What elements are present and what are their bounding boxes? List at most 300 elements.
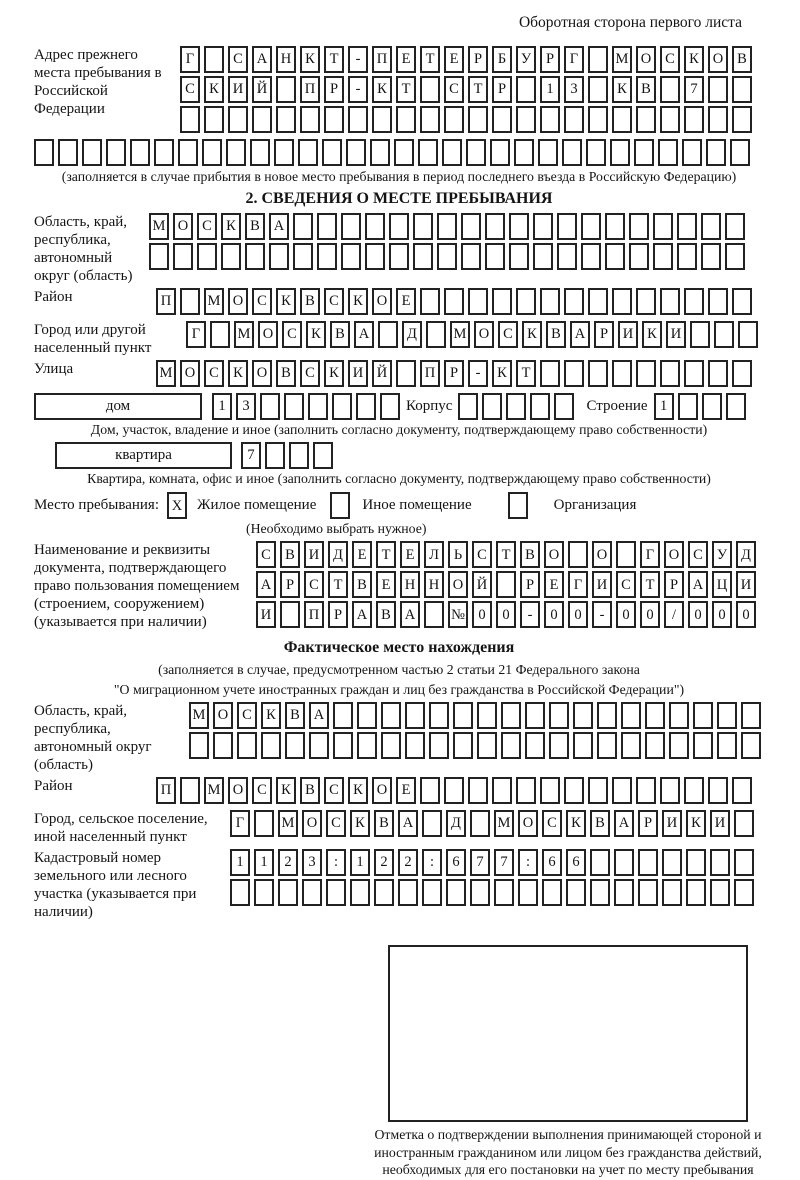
char-box: 1 bbox=[350, 849, 370, 876]
char-box bbox=[492, 106, 512, 133]
char-box bbox=[714, 321, 734, 348]
char-box: О bbox=[228, 288, 248, 315]
house-type-box: дом bbox=[34, 393, 202, 420]
char-box: С bbox=[304, 571, 324, 598]
field-apartment bbox=[34, 442, 764, 469]
char-box bbox=[221, 243, 241, 270]
char-box: С bbox=[688, 541, 708, 568]
char-box bbox=[226, 139, 246, 166]
actual-district-label: Район bbox=[34, 778, 73, 795]
char-box bbox=[708, 777, 728, 804]
char-box bbox=[154, 139, 174, 166]
char-box: Т bbox=[516, 360, 536, 387]
char-box bbox=[213, 732, 233, 759]
char-box bbox=[492, 777, 512, 804]
char-row-house bbox=[212, 393, 404, 420]
document-label: Наименование и реквизиты документа, подтверждающего право пользования помещением (строением, сооружением) (указывается при наличии) bbox=[34, 542, 240, 631]
char-box: С bbox=[326, 810, 346, 837]
char-box: О bbox=[372, 777, 392, 804]
char-box bbox=[564, 106, 584, 133]
char-box: С bbox=[616, 571, 636, 598]
char-box bbox=[653, 243, 673, 270]
char-box bbox=[734, 849, 754, 876]
char-row-document-1 bbox=[256, 541, 760, 568]
char-box: И bbox=[304, 541, 324, 568]
char-box: Й bbox=[472, 571, 492, 598]
city-label: Город или другой населенный пункт bbox=[34, 321, 152, 356]
char-box: А bbox=[400, 601, 420, 628]
char-box bbox=[509, 243, 529, 270]
char-box: 0 bbox=[712, 601, 732, 628]
char-box: Г bbox=[640, 541, 660, 568]
char-box: 0 bbox=[688, 601, 708, 628]
char-box: К bbox=[324, 360, 344, 387]
stay-type-option-other: Иное помещение bbox=[362, 497, 472, 514]
char-box bbox=[372, 106, 392, 133]
char-box bbox=[516, 106, 536, 133]
char-box bbox=[189, 732, 209, 759]
char-box: И bbox=[666, 321, 686, 348]
char-box: Г bbox=[180, 46, 200, 73]
char-box: Т bbox=[324, 46, 344, 73]
char-row-region-1 bbox=[149, 213, 749, 240]
char-box: О bbox=[708, 46, 728, 73]
char-box bbox=[149, 243, 169, 270]
char-box bbox=[293, 243, 313, 270]
char-box bbox=[365, 243, 385, 270]
char-box: О bbox=[180, 360, 200, 387]
char-box: Г bbox=[568, 571, 588, 598]
char-box: Н bbox=[400, 571, 420, 598]
char-box: Е bbox=[444, 46, 464, 73]
char-box bbox=[708, 76, 728, 103]
char-box: К bbox=[348, 777, 368, 804]
char-box: О bbox=[518, 810, 538, 837]
char-box bbox=[252, 106, 272, 133]
char-row-apartment bbox=[241, 442, 337, 469]
char-box bbox=[549, 732, 569, 759]
char-box bbox=[413, 213, 433, 240]
char-box bbox=[586, 139, 606, 166]
char-row-street bbox=[156, 360, 756, 387]
char-box bbox=[638, 879, 658, 906]
char-box: П bbox=[372, 46, 392, 73]
char-box bbox=[82, 139, 102, 166]
char-box bbox=[394, 139, 414, 166]
char-box bbox=[597, 702, 617, 729]
char-box bbox=[429, 702, 449, 729]
char-box: / bbox=[664, 601, 684, 628]
char-box bbox=[612, 360, 632, 387]
stay-type-checkbox-residential bbox=[167, 492, 191, 519]
char-box bbox=[701, 213, 721, 240]
char-box: В bbox=[374, 810, 394, 837]
char-box bbox=[573, 732, 593, 759]
char-box bbox=[588, 76, 608, 103]
stay-type-checkbox-other bbox=[330, 492, 354, 519]
char-box bbox=[269, 243, 289, 270]
char-box: М bbox=[234, 321, 254, 348]
char-box bbox=[660, 288, 680, 315]
char-box: 3 bbox=[302, 849, 322, 876]
char-box bbox=[365, 213, 385, 240]
char-box: К bbox=[300, 46, 320, 73]
char-row-actual-city bbox=[230, 810, 758, 837]
char-box bbox=[492, 288, 512, 315]
char-row-prev-address-3 bbox=[180, 106, 756, 133]
char-box bbox=[477, 732, 497, 759]
char-box bbox=[357, 702, 377, 729]
char-box: 0 bbox=[472, 601, 492, 628]
char-box: Е bbox=[352, 541, 372, 568]
char-box: В bbox=[732, 46, 752, 73]
char-box bbox=[370, 139, 390, 166]
char-box: М bbox=[494, 810, 514, 837]
char-box: М bbox=[189, 702, 209, 729]
char-box: М bbox=[149, 213, 169, 240]
char-box: И bbox=[736, 571, 756, 598]
char-box bbox=[730, 139, 750, 166]
char-box bbox=[293, 213, 313, 240]
char-box: А bbox=[398, 810, 418, 837]
char-box: О bbox=[252, 360, 272, 387]
char-box bbox=[389, 213, 409, 240]
char-box: В bbox=[285, 702, 305, 729]
char-box: А bbox=[354, 321, 374, 348]
char-box bbox=[732, 288, 752, 315]
char-box bbox=[669, 702, 689, 729]
stamp-section bbox=[372, 945, 764, 1179]
char-box bbox=[468, 288, 488, 315]
char-box: 2 bbox=[374, 849, 394, 876]
char-box: С bbox=[660, 46, 680, 73]
char-box bbox=[228, 106, 248, 133]
char-box: Е bbox=[400, 541, 420, 568]
char-box: И bbox=[592, 571, 612, 598]
char-box: 7 bbox=[470, 849, 490, 876]
char-box bbox=[461, 213, 481, 240]
char-box: В bbox=[590, 810, 610, 837]
char-box: Н bbox=[276, 46, 296, 73]
char-box: О bbox=[213, 702, 233, 729]
char-box bbox=[682, 139, 702, 166]
char-box bbox=[413, 243, 433, 270]
char-box bbox=[333, 702, 353, 729]
char-box: 1 bbox=[540, 76, 560, 103]
char-box bbox=[265, 442, 285, 469]
char-box: Р bbox=[520, 571, 540, 598]
char-box: 6 bbox=[542, 849, 562, 876]
char-box: В bbox=[636, 76, 656, 103]
char-box bbox=[581, 243, 601, 270]
char-box bbox=[237, 732, 257, 759]
house-note: Дом, участок, владение и иное (заполнить согласно документу, подтверждающему право собственности) bbox=[90, 421, 708, 437]
char-box: Р bbox=[638, 810, 658, 837]
actual-location-title: Фактическое место нахождения bbox=[283, 639, 515, 657]
char-box bbox=[422, 879, 442, 906]
char-box bbox=[710, 879, 730, 906]
char-box bbox=[444, 288, 464, 315]
char-box bbox=[381, 732, 401, 759]
char-box bbox=[276, 106, 296, 133]
char-box: О bbox=[173, 213, 193, 240]
char-box bbox=[726, 393, 746, 420]
char-box: К bbox=[684, 46, 704, 73]
char-box bbox=[653, 213, 673, 240]
char-box: О bbox=[664, 541, 684, 568]
char-box bbox=[308, 393, 328, 420]
char-box: М bbox=[450, 321, 470, 348]
char-box: С bbox=[180, 76, 200, 103]
char-box bbox=[677, 243, 697, 270]
char-box: И bbox=[228, 76, 248, 103]
cadastral-label: Кадастровый номер земельного или лесного участка (указывается при наличии) bbox=[34, 850, 197, 921]
char-box: С bbox=[282, 321, 302, 348]
char-box: В bbox=[245, 213, 265, 240]
char-box: К bbox=[612, 76, 632, 103]
char-box: Р bbox=[594, 321, 614, 348]
char-box: - bbox=[592, 601, 612, 628]
char-box bbox=[660, 106, 680, 133]
char-box bbox=[490, 139, 510, 166]
char-box bbox=[588, 46, 608, 73]
char-box bbox=[634, 139, 654, 166]
char-box: О bbox=[258, 321, 278, 348]
char-box bbox=[356, 393, 376, 420]
char-box: Г bbox=[564, 46, 584, 73]
char-box: Ц bbox=[712, 571, 732, 598]
field-city bbox=[34, 321, 764, 357]
char-row-actual-region-1 bbox=[189, 702, 765, 729]
field-region bbox=[34, 213, 764, 285]
char-box bbox=[629, 243, 649, 270]
char-box: К bbox=[276, 288, 296, 315]
char-box bbox=[636, 777, 656, 804]
char-box bbox=[254, 879, 274, 906]
char-box: А bbox=[309, 702, 329, 729]
char-row-actual-region-2 bbox=[189, 732, 765, 759]
char-box bbox=[284, 393, 304, 420]
char-box: - bbox=[348, 46, 368, 73]
char-box: М bbox=[204, 288, 224, 315]
char-box bbox=[717, 732, 737, 759]
page-header-note: Оборотная сторона первого листа bbox=[518, 14, 742, 31]
char-box: И bbox=[348, 360, 368, 387]
char-box: С bbox=[252, 777, 272, 804]
char-box bbox=[173, 243, 193, 270]
char-box: О bbox=[474, 321, 494, 348]
char-box bbox=[573, 702, 593, 729]
stroenie-label: Строение bbox=[586, 397, 648, 414]
char-box bbox=[514, 139, 534, 166]
char-box bbox=[540, 106, 560, 133]
district-label: Район bbox=[34, 288, 73, 305]
apartment-type-box: квартира bbox=[55, 442, 232, 469]
char-box bbox=[313, 442, 333, 469]
char-box: А bbox=[256, 571, 276, 598]
char-box bbox=[525, 702, 545, 729]
char-box: В bbox=[300, 777, 320, 804]
char-box bbox=[621, 702, 641, 729]
char-box: Е bbox=[376, 571, 396, 598]
char-box: О bbox=[636, 46, 656, 73]
char-box bbox=[741, 732, 761, 759]
char-box: О bbox=[448, 571, 468, 598]
char-box bbox=[588, 777, 608, 804]
char-box bbox=[470, 810, 490, 837]
char-box: А bbox=[269, 213, 289, 240]
char-box: Е bbox=[396, 777, 416, 804]
char-box bbox=[333, 732, 353, 759]
char-box bbox=[566, 879, 586, 906]
char-box bbox=[477, 702, 497, 729]
char-box bbox=[468, 106, 488, 133]
char-box bbox=[732, 106, 752, 133]
char-box bbox=[732, 76, 752, 103]
char-box: В bbox=[276, 360, 296, 387]
field-street bbox=[34, 360, 764, 390]
char-box: С bbox=[237, 702, 257, 729]
char-box bbox=[378, 321, 398, 348]
char-row-city bbox=[186, 321, 762, 348]
char-box bbox=[254, 810, 274, 837]
char-box: М bbox=[204, 777, 224, 804]
char-box bbox=[405, 732, 425, 759]
char-row-cadastral-2 bbox=[230, 879, 758, 906]
char-box bbox=[684, 106, 704, 133]
char-box bbox=[202, 139, 222, 166]
char-box bbox=[261, 732, 281, 759]
char-box bbox=[130, 139, 150, 166]
field-previous-address bbox=[34, 46, 764, 136]
char-box: М bbox=[612, 46, 632, 73]
char-box bbox=[557, 243, 577, 270]
char-box bbox=[437, 213, 457, 240]
char-box bbox=[348, 106, 368, 133]
char-box bbox=[197, 243, 217, 270]
char-box: К bbox=[276, 777, 296, 804]
char-box bbox=[612, 106, 632, 133]
char-box: Т bbox=[640, 571, 660, 598]
char-box bbox=[629, 213, 649, 240]
char-box bbox=[645, 702, 665, 729]
char-box bbox=[405, 702, 425, 729]
char-box: 3 bbox=[236, 393, 256, 420]
char-box bbox=[693, 702, 713, 729]
char-box bbox=[614, 849, 634, 876]
char-box bbox=[530, 393, 550, 420]
char-box: С bbox=[252, 288, 272, 315]
char-box bbox=[554, 393, 574, 420]
char-box bbox=[453, 732, 473, 759]
char-box: К bbox=[306, 321, 326, 348]
char-box bbox=[741, 702, 761, 729]
char-box bbox=[420, 288, 440, 315]
char-box: 1 bbox=[230, 849, 250, 876]
char-box bbox=[636, 360, 656, 387]
field-cadastral bbox=[34, 849, 764, 921]
korpus-label: Корпус bbox=[406, 397, 453, 414]
char-box: И bbox=[256, 601, 276, 628]
char-box bbox=[621, 732, 641, 759]
char-box: Р bbox=[444, 360, 464, 387]
char-box bbox=[660, 360, 680, 387]
char-box: А bbox=[570, 321, 590, 348]
field-actual-district bbox=[34, 777, 764, 807]
char-box bbox=[725, 243, 745, 270]
char-box: : bbox=[518, 849, 538, 876]
char-box bbox=[250, 139, 270, 166]
char-row-document-2 bbox=[256, 571, 760, 598]
char-box bbox=[581, 213, 601, 240]
char-box bbox=[684, 360, 704, 387]
char-box: С bbox=[204, 360, 224, 387]
char-box: X bbox=[167, 492, 187, 519]
char-box bbox=[612, 288, 632, 315]
char-box: 1 bbox=[654, 393, 674, 420]
char-box bbox=[509, 213, 529, 240]
char-box: Е bbox=[396, 288, 416, 315]
char-box bbox=[230, 879, 250, 906]
char-box: 7 bbox=[241, 442, 261, 469]
field-actual-region bbox=[34, 702, 764, 774]
char-box: В bbox=[352, 571, 372, 598]
char-box: - bbox=[468, 360, 488, 387]
char-box: Е bbox=[544, 571, 564, 598]
char-box: Ь bbox=[448, 541, 468, 568]
char-box: К bbox=[204, 76, 224, 103]
char-box: Р bbox=[328, 601, 348, 628]
char-box bbox=[341, 243, 361, 270]
char-box: П bbox=[304, 601, 324, 628]
char-box bbox=[732, 360, 752, 387]
char-box bbox=[564, 288, 584, 315]
char-box bbox=[453, 702, 473, 729]
char-box bbox=[525, 732, 545, 759]
char-box: В bbox=[376, 601, 396, 628]
char-box bbox=[444, 106, 464, 133]
char-box: 0 bbox=[568, 601, 588, 628]
char-box bbox=[396, 106, 416, 133]
stay-type-option-organization: Организация bbox=[553, 497, 637, 514]
char-box bbox=[420, 106, 440, 133]
char-box bbox=[706, 139, 726, 166]
char-box: - bbox=[520, 601, 540, 628]
char-box: О bbox=[302, 810, 322, 837]
field-district bbox=[34, 288, 764, 318]
char-box bbox=[738, 321, 758, 348]
char-box bbox=[178, 139, 198, 166]
char-box: Д bbox=[446, 810, 466, 837]
char-box bbox=[725, 213, 745, 240]
char-box bbox=[597, 732, 617, 759]
char-row-region-2 bbox=[149, 243, 749, 270]
char-box bbox=[708, 106, 728, 133]
char-box bbox=[708, 360, 728, 387]
char-box bbox=[614, 879, 634, 906]
char-box bbox=[690, 321, 710, 348]
char-box bbox=[660, 777, 680, 804]
char-box bbox=[588, 106, 608, 133]
char-row-prev-address-1 bbox=[180, 46, 756, 73]
char-box bbox=[357, 732, 377, 759]
char-box: К bbox=[348, 288, 368, 315]
char-box bbox=[662, 849, 682, 876]
char-box: 7 bbox=[494, 849, 514, 876]
char-box bbox=[717, 702, 737, 729]
char-box bbox=[106, 139, 126, 166]
char-box: А bbox=[688, 571, 708, 598]
